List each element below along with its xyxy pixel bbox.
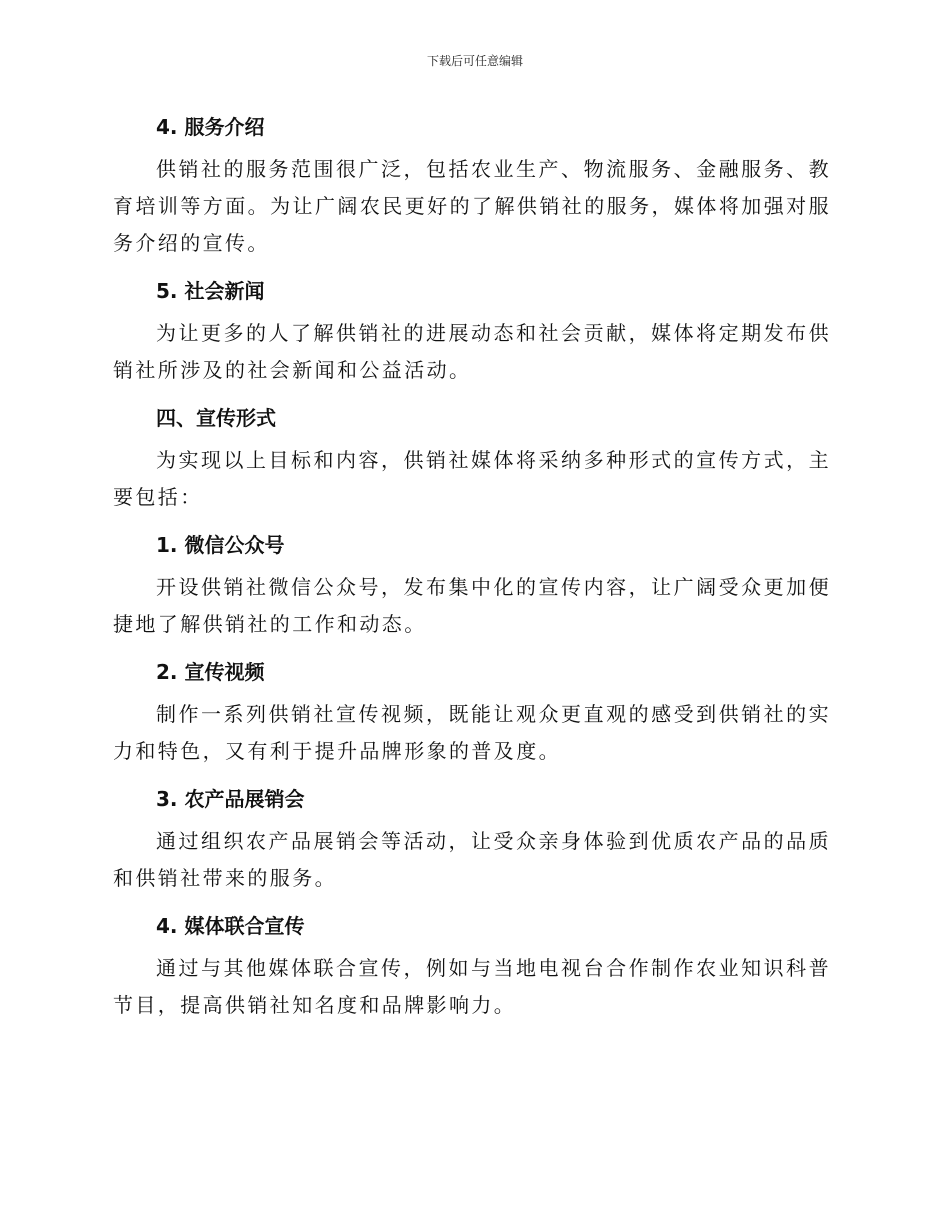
paragraph-promotion-forms: 为实现以上目标和内容，供销社媒体将采纳多种形式的宣传方式，主要包括： [113,448,831,509]
section-heading-expo: 3. 农产品展销会 [156,787,305,811]
section-heading-service-intro: 4. 服务介绍 [156,115,265,139]
section-heading-social-news: 5. 社会新闻 [156,279,265,303]
paragraph-wechat: 开设供销社微信公众号，发布集中化的宣传内容，让广阔受众更加便捷地了解供销社的工作和动态。 [113,575,831,636]
section-heading-wechat: 1. 微信公众号 [156,533,285,557]
page-header-note: 下载后可任意编辑 [426,54,523,68]
section-heading-media-joint: 4. 媒体联合宣传 [156,914,305,938]
paragraph-service-intro: 供销社的服务范围很广泛，包括农业生产、物流服务、金融服务、教育培训等方面。为让广阔农民更好的了解供销社的服务，媒体将加强对服务介绍的宣传。 [113,157,831,255]
document-body [113,106,831,1032]
paragraph-social-news: 为让更多的人了解供销社的进展动态和社会贡献，媒体将定期发布供销社所涉及的社会新闻和公益活动。 [113,321,831,382]
section-heading-promotion-forms: 四、宣传形式 [156,406,276,430]
paragraph-video: 制作一系列供销社宣传视频，既能让观众更直观的感受到供销社的实力和特色，又有利于提升品牌形象的普及度。 [113,702,831,763]
section-heading-video: 2. 宣传视频 [156,660,265,684]
paragraph-media-joint: 通过与其他媒体联合宣传，例如与当地电视台合作制作农业知识科普节目，提高供销社知名度和品牌影响力。 [113,956,831,1017]
paragraph-expo: 通过组织农产品展销会等活动，让受众亲身体验到优质农产品的品质和供销社带来的服务。 [113,829,831,890]
